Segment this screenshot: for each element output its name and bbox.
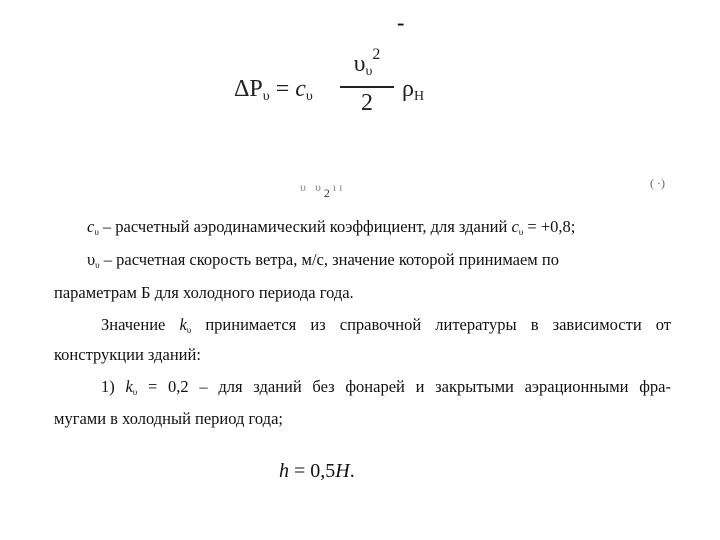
definition-line-velocity: υυ – расчетная скорость ветра, м/с, значение которой принимаем по: [87, 250, 559, 270]
delta-p-subscript: υ: [262, 89, 270, 104]
density-term: $\rho_Н$: [402, 76, 425, 104]
list-item-1-line: 1) kυ = 0,2 – для зданий без фонарей и закрытыми аэрационными фра-: [101, 377, 671, 397]
header-dash-mark: -: [397, 10, 405, 35]
fraction-denominator: 2: [361, 90, 373, 116]
formula-lhs: [234, 76, 313, 105]
paragraph-line-params: параметрам Б для холодного периода года.: [54, 283, 354, 302]
definition-line-cv: cυ – расчетный аэродинамический коэффициент, для зданий cυ = +0,8;: [87, 217, 576, 237]
delta-p-symbol: ΔP: [234, 76, 263, 102]
equals-sign: =: [275, 76, 290, 102]
height-formula: h = 0,5H.: [279, 460, 355, 482]
coef-symbol: c: [295, 76, 306, 102]
cut-off-formula-fragment: υ υ 2 ι ɪ: [300, 180, 343, 200]
fraction-numerator: $\upsilon_\upsilon^2$: [353, 46, 381, 79]
list-item-1-continuation: мугами в холодный период года;: [54, 409, 283, 428]
cut-off-equation-number: ( ·): [650, 176, 665, 190]
paragraph-line-construction: конструкции зданий:: [54, 345, 201, 364]
coef-subscript: υ: [305, 89, 313, 104]
fraction-bar: [340, 86, 394, 88]
paragraph-line-kv-intro: Значение kυ принимается из справочной литературы в зависимости от: [101, 315, 671, 335]
